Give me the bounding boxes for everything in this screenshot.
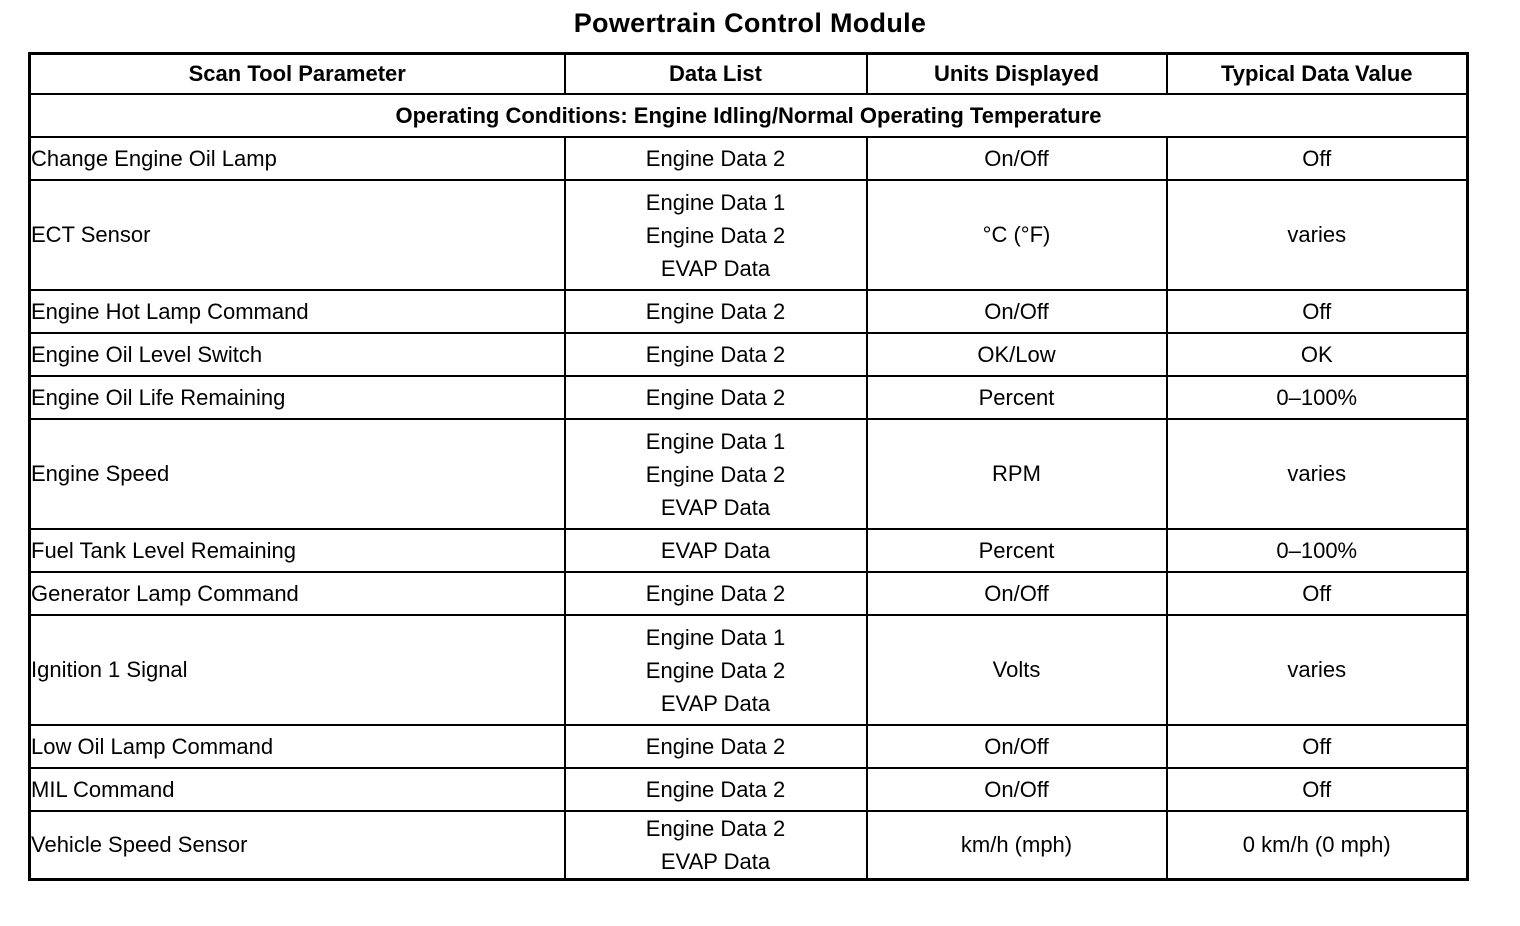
typical-value-cell: Off	[1167, 290, 1468, 333]
table-row	[30, 333, 1468, 376]
data-list-entry: Engine Data 1	[645, 624, 786, 650]
operating-conditions-row	[30, 94, 1468, 137]
data-list-entry: Engine Data 1	[645, 189, 786, 215]
data-list-cell	[565, 290, 867, 333]
parameter-cell: Fuel Tank Level Remaining	[30, 529, 565, 572]
header-units-displayed: Units Displayed	[867, 54, 1167, 95]
data-list-entry: Engine Data 2	[645, 734, 786, 759]
units-cell: On/Off	[867, 768, 1167, 811]
typical-value-cell: varies	[1167, 419, 1468, 529]
typical-value-cell: Off	[1167, 768, 1468, 811]
parameter-cell: Vehicle Speed Sensor	[30, 811, 565, 880]
parameter-cell: Engine Oil Life Remaining	[30, 376, 565, 419]
units-cell: Percent	[867, 529, 1167, 572]
operating-conditions: Operating Conditions: Engine Idling/Normal Operating Temperature	[30, 94, 1468, 137]
data-list-entry: Engine Data 2	[645, 657, 786, 683]
pcm-data-table	[28, 52, 1469, 881]
table-row	[30, 615, 1468, 725]
data-list-cell	[565, 137, 867, 180]
data-list-cell	[565, 768, 867, 811]
data-list-cell	[565, 419, 867, 529]
data-list-cell	[565, 333, 867, 376]
data-list-entry: EVAP Data	[660, 494, 771, 520]
data-list-entry: Engine Data 1	[645, 428, 786, 454]
table-row	[30, 419, 1468, 529]
units-cell: OK/Low	[867, 333, 1167, 376]
table-row	[30, 376, 1468, 419]
data-list-entry: EVAP Data	[660, 538, 771, 563]
data-list-entry: Engine Data 2	[645, 222, 786, 248]
units-cell: km/h (mph)	[867, 811, 1167, 880]
data-list-entry: Engine Data 2	[645, 299, 786, 324]
units-cell: On/Off	[867, 725, 1167, 768]
typical-value-cell: Off	[1167, 572, 1468, 615]
units-cell: On/Off	[867, 137, 1167, 180]
typical-value-cell: Off	[1167, 725, 1468, 768]
table-row	[30, 290, 1468, 333]
header-scan-tool-parameter: Scan Tool Parameter	[30, 54, 565, 95]
data-list-entry: Engine Data 2	[645, 816, 786, 841]
parameter-cell: MIL Command	[30, 768, 565, 811]
data-list-entry: Engine Data 2	[645, 581, 786, 606]
parameter-cell: Engine Speed	[30, 419, 565, 529]
parameter-cell: Ignition 1 Signal	[30, 615, 565, 725]
data-list-cell	[565, 529, 867, 572]
table-row	[30, 725, 1468, 768]
data-list-cell	[565, 376, 867, 419]
typical-value-cell: 0–100%	[1167, 376, 1468, 419]
units-cell: RPM	[867, 419, 1167, 529]
data-list-entry: EVAP Data	[660, 690, 771, 716]
header-row	[30, 54, 1468, 95]
data-list-entry: Engine Data 2	[645, 146, 786, 171]
parameter-cell: Low Oil Lamp Command	[30, 725, 565, 768]
table-row	[30, 137, 1468, 180]
data-list-cell	[565, 615, 867, 725]
data-list-cell	[565, 811, 867, 880]
typical-value-cell: varies	[1167, 615, 1468, 725]
data-list-entry: EVAP Data	[660, 255, 771, 281]
header-data-list: Data List	[565, 54, 867, 95]
units-cell: On/Off	[867, 572, 1167, 615]
data-list-entry: Engine Data 2	[645, 385, 786, 410]
parameter-cell: ECT Sensor	[30, 180, 565, 290]
table-row	[30, 572, 1468, 615]
data-list-entry: Engine Data 2	[645, 342, 786, 367]
units-cell: On/Off	[867, 290, 1167, 333]
table-row	[30, 180, 1468, 290]
data-list-entry: Engine Data 2	[645, 461, 786, 487]
typical-value-cell: varies	[1167, 180, 1468, 290]
units-cell: °C (°F)	[867, 180, 1167, 290]
parameter-cell: Change Engine Oil Lamp	[30, 137, 565, 180]
typical-value-cell: OK	[1167, 333, 1468, 376]
table-row	[30, 811, 1468, 880]
units-cell: Volts	[867, 615, 1167, 725]
table-row	[30, 768, 1468, 811]
data-list-cell	[565, 572, 867, 615]
parameter-cell: Generator Lamp Command	[30, 572, 565, 615]
units-cell: Percent	[867, 376, 1167, 419]
table-row	[30, 529, 1468, 572]
data-list-cell	[565, 180, 867, 290]
header-typical-data-value: Typical Data Value	[1167, 54, 1468, 95]
parameter-cell: Engine Oil Level Switch	[30, 333, 565, 376]
typical-value-cell: 0–100%	[1167, 529, 1468, 572]
data-list-entry: Engine Data 2	[645, 777, 786, 802]
data-list-cell	[565, 725, 867, 768]
typical-value-cell: Off	[1167, 137, 1468, 180]
parameter-cell: Engine Hot Lamp Command	[30, 290, 565, 333]
typical-value-cell: 0 km/h (0 mph)	[1167, 811, 1468, 880]
page-title: Powertrain Control Module	[573, 8, 927, 38]
data-list-entry: EVAP Data	[660, 849, 771, 874]
